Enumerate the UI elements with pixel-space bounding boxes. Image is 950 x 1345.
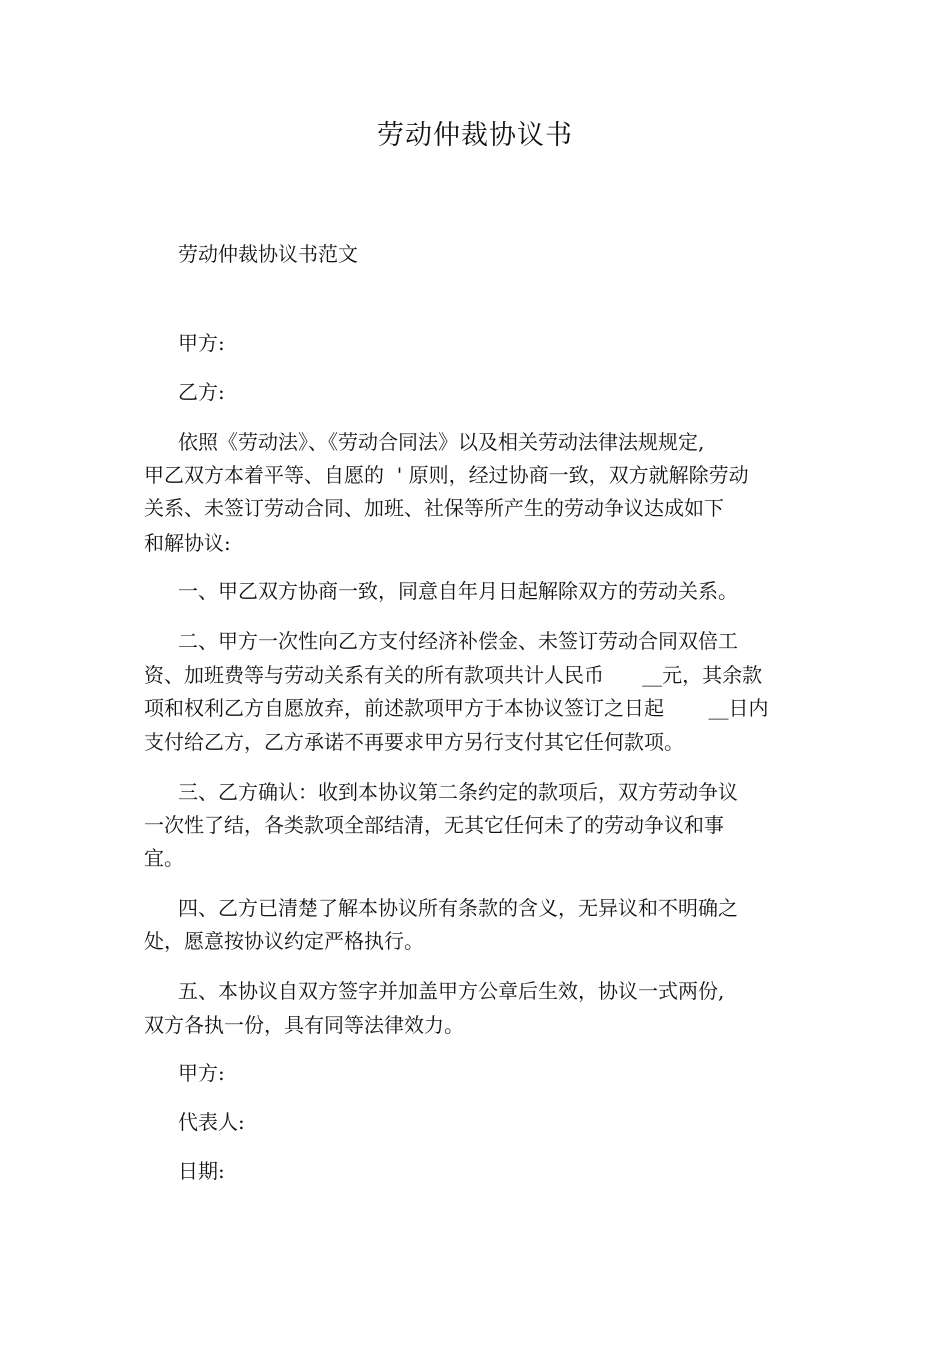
signature-party-a-label: 甲方: [178, 1061, 225, 1085]
clause-2-line: 项和权利乙方自愿放弃，前述款项甲方于本协议签订之日起 __日内 [144, 696, 769, 720]
clause-3-line: 宜。 [144, 846, 184, 870]
signature-representative-label: 代表人: [178, 1110, 245, 1134]
clause-2-line: 二、甲方一次性向乙方支付经济补偿金、未签订劳动合同双倍工 [178, 629, 738, 653]
party-b-label: 乙方: [178, 380, 225, 404]
preamble-line: 依照《劳动法》、《劳动合同法》以及相关劳动法律法规规定, [178, 430, 705, 454]
preamble-line: 关系、未签订劳动合同、加班、社保等所产生的劳动争议达成如下 [144, 496, 724, 520]
preamble-line: 甲乙双方本着平等、自愿的 ' 原则，经过协商一致，双方就解除劳动 [144, 463, 749, 487]
clause-5-line: 五、本协议自双方签字并加盖甲方公章后生效，协议一式两份, [178, 979, 725, 1003]
clause-1-line: 一、甲乙双方协商一致，同意自年月日起解除双方的劳动关系。 [178, 579, 738, 603]
clause-4-line: 处，愿意按协议约定严格执行。 [144, 929, 424, 953]
document-title: 劳动仲裁协议书 [377, 120, 573, 151]
clause-2-line: 资、加班费等与劳动关系有关的所有款项共计人民币 __元，其余款 [144, 663, 763, 687]
party-a-label: 甲方: [178, 331, 225, 355]
clause-4-line: 四、乙方已清楚了解本协议所有条款的含义，无异议和不明确之 [178, 896, 738, 920]
preamble-line: 和解协议: [144, 531, 231, 555]
clause-3-line: 三、乙方确认：收到本协议第二条约定的款项后，双方劳动争议 [178, 780, 738, 804]
document-subtitle: 劳动仲裁协议书范文 [178, 242, 358, 266]
signature-date-label: 日期: [178, 1159, 225, 1183]
clause-3-line: 一次性了结，各类款项全部结清，无其它任何未了的劳动争议和事 [144, 813, 724, 837]
clause-5-line: 双方各执一份，具有同等法律效力。 [144, 1013, 464, 1037]
clause-2-line: 支付给乙方，乙方承诺不再要求甲方另行支付其它任何款项。 [144, 730, 684, 754]
